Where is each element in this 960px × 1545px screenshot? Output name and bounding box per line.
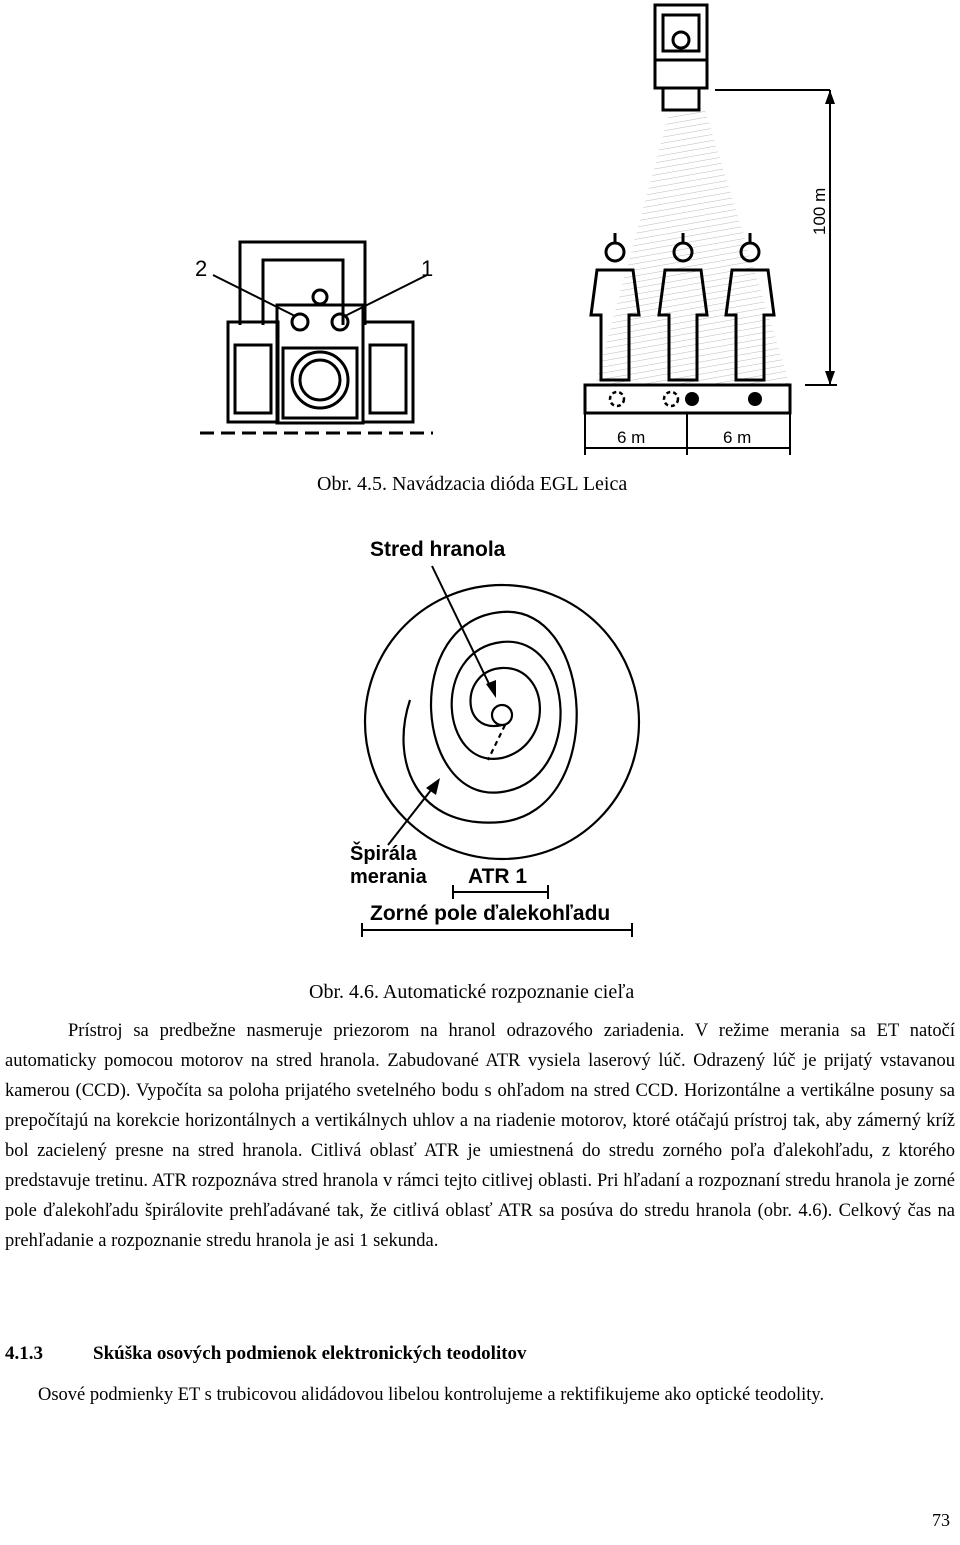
section-number: 4.1.3 bbox=[5, 1343, 43, 1364]
figure-guide-light-scene bbox=[575, 0, 865, 460]
section-heading bbox=[5, 1343, 527, 1365]
figure-instrument-front bbox=[195, 230, 435, 445]
figure-4-6-caption: Obr. 4.6. Automatické rozpoznanie cieľa bbox=[309, 981, 635, 1003]
body-paragraph-2 bbox=[5, 1380, 955, 1410]
body-paragraph-1 bbox=[5, 1016, 955, 1256]
callout-1: 1 bbox=[421, 256, 434, 281]
figure-atr-spiral bbox=[340, 530, 650, 950]
section-title: Skúška osových podmienok elektronických teodolitov bbox=[93, 1343, 527, 1364]
label-prism-center: Stred hranola bbox=[370, 538, 506, 561]
callout-2: 2 bbox=[195, 256, 208, 281]
body-paragraph-1-text: Prístroj sa predbežne nasmeruje priezorom na hranol odrazového zariadenia. V režime merania sa ET natočí automaticky pomocou motorov na stred hranola. Zabudované ATR vysiela laserový lúč. Odrazený lúč je prijatý vstavanou kamerou (CCD). Vypočíta sa poloha prijatého svetelného bodu s ohľadom na stred CCD. Horizontálne a vertikálne posuny sa prepočítajú na korekcie horizontálnych a vertikálnych uhlov a na riadenie motorov, ktoré otáčajú prístroj tak, aby zámerný kríž bol zacielený presne na stred hranola. Citlivá oblasť ATR je umiestnená do stredu zorného poľa ďalekohľadu, z ktorého predstavuje tretinu. ATR rozpoznáva stred hranola v rámci tejto citlivej oblasti. Pri hľadaní a rozpoznaní stredu hranola je zorné pole ďalekohľadu špirálovite prehľadávané tak, že citlivá oblasť ATR sa posúva do stredu hranola (obr. 4.6). Celkový čas na prehľadanie a rozpoznanie stredu hranola je asi 1 sekunda. bbox=[5, 1021, 955, 1251]
figure-4-5-caption: Obr. 4.5. Navádzacia dióda EGL Leica bbox=[317, 473, 628, 495]
spacing-right-label: 6 m bbox=[723, 428, 752, 447]
spacing-left-label: 6 m bbox=[617, 428, 646, 447]
height-label: 100 m bbox=[810, 187, 829, 235]
label-atr: ATR 1 bbox=[468, 865, 528, 888]
label-field-of-view: Zorné pole ďalekohľadu bbox=[370, 902, 611, 925]
page-number: 73 bbox=[932, 1510, 950, 1530]
body-paragraph-2-text: Osové podmienky ET s trubicovou alidádovou libelou kontrolujeme a rektifikujeme ako optické teodolity. bbox=[38, 1385, 825, 1405]
label-spiral-line1: Špirála bbox=[350, 843, 417, 865]
label-spiral-line2: merania bbox=[350, 866, 427, 888]
